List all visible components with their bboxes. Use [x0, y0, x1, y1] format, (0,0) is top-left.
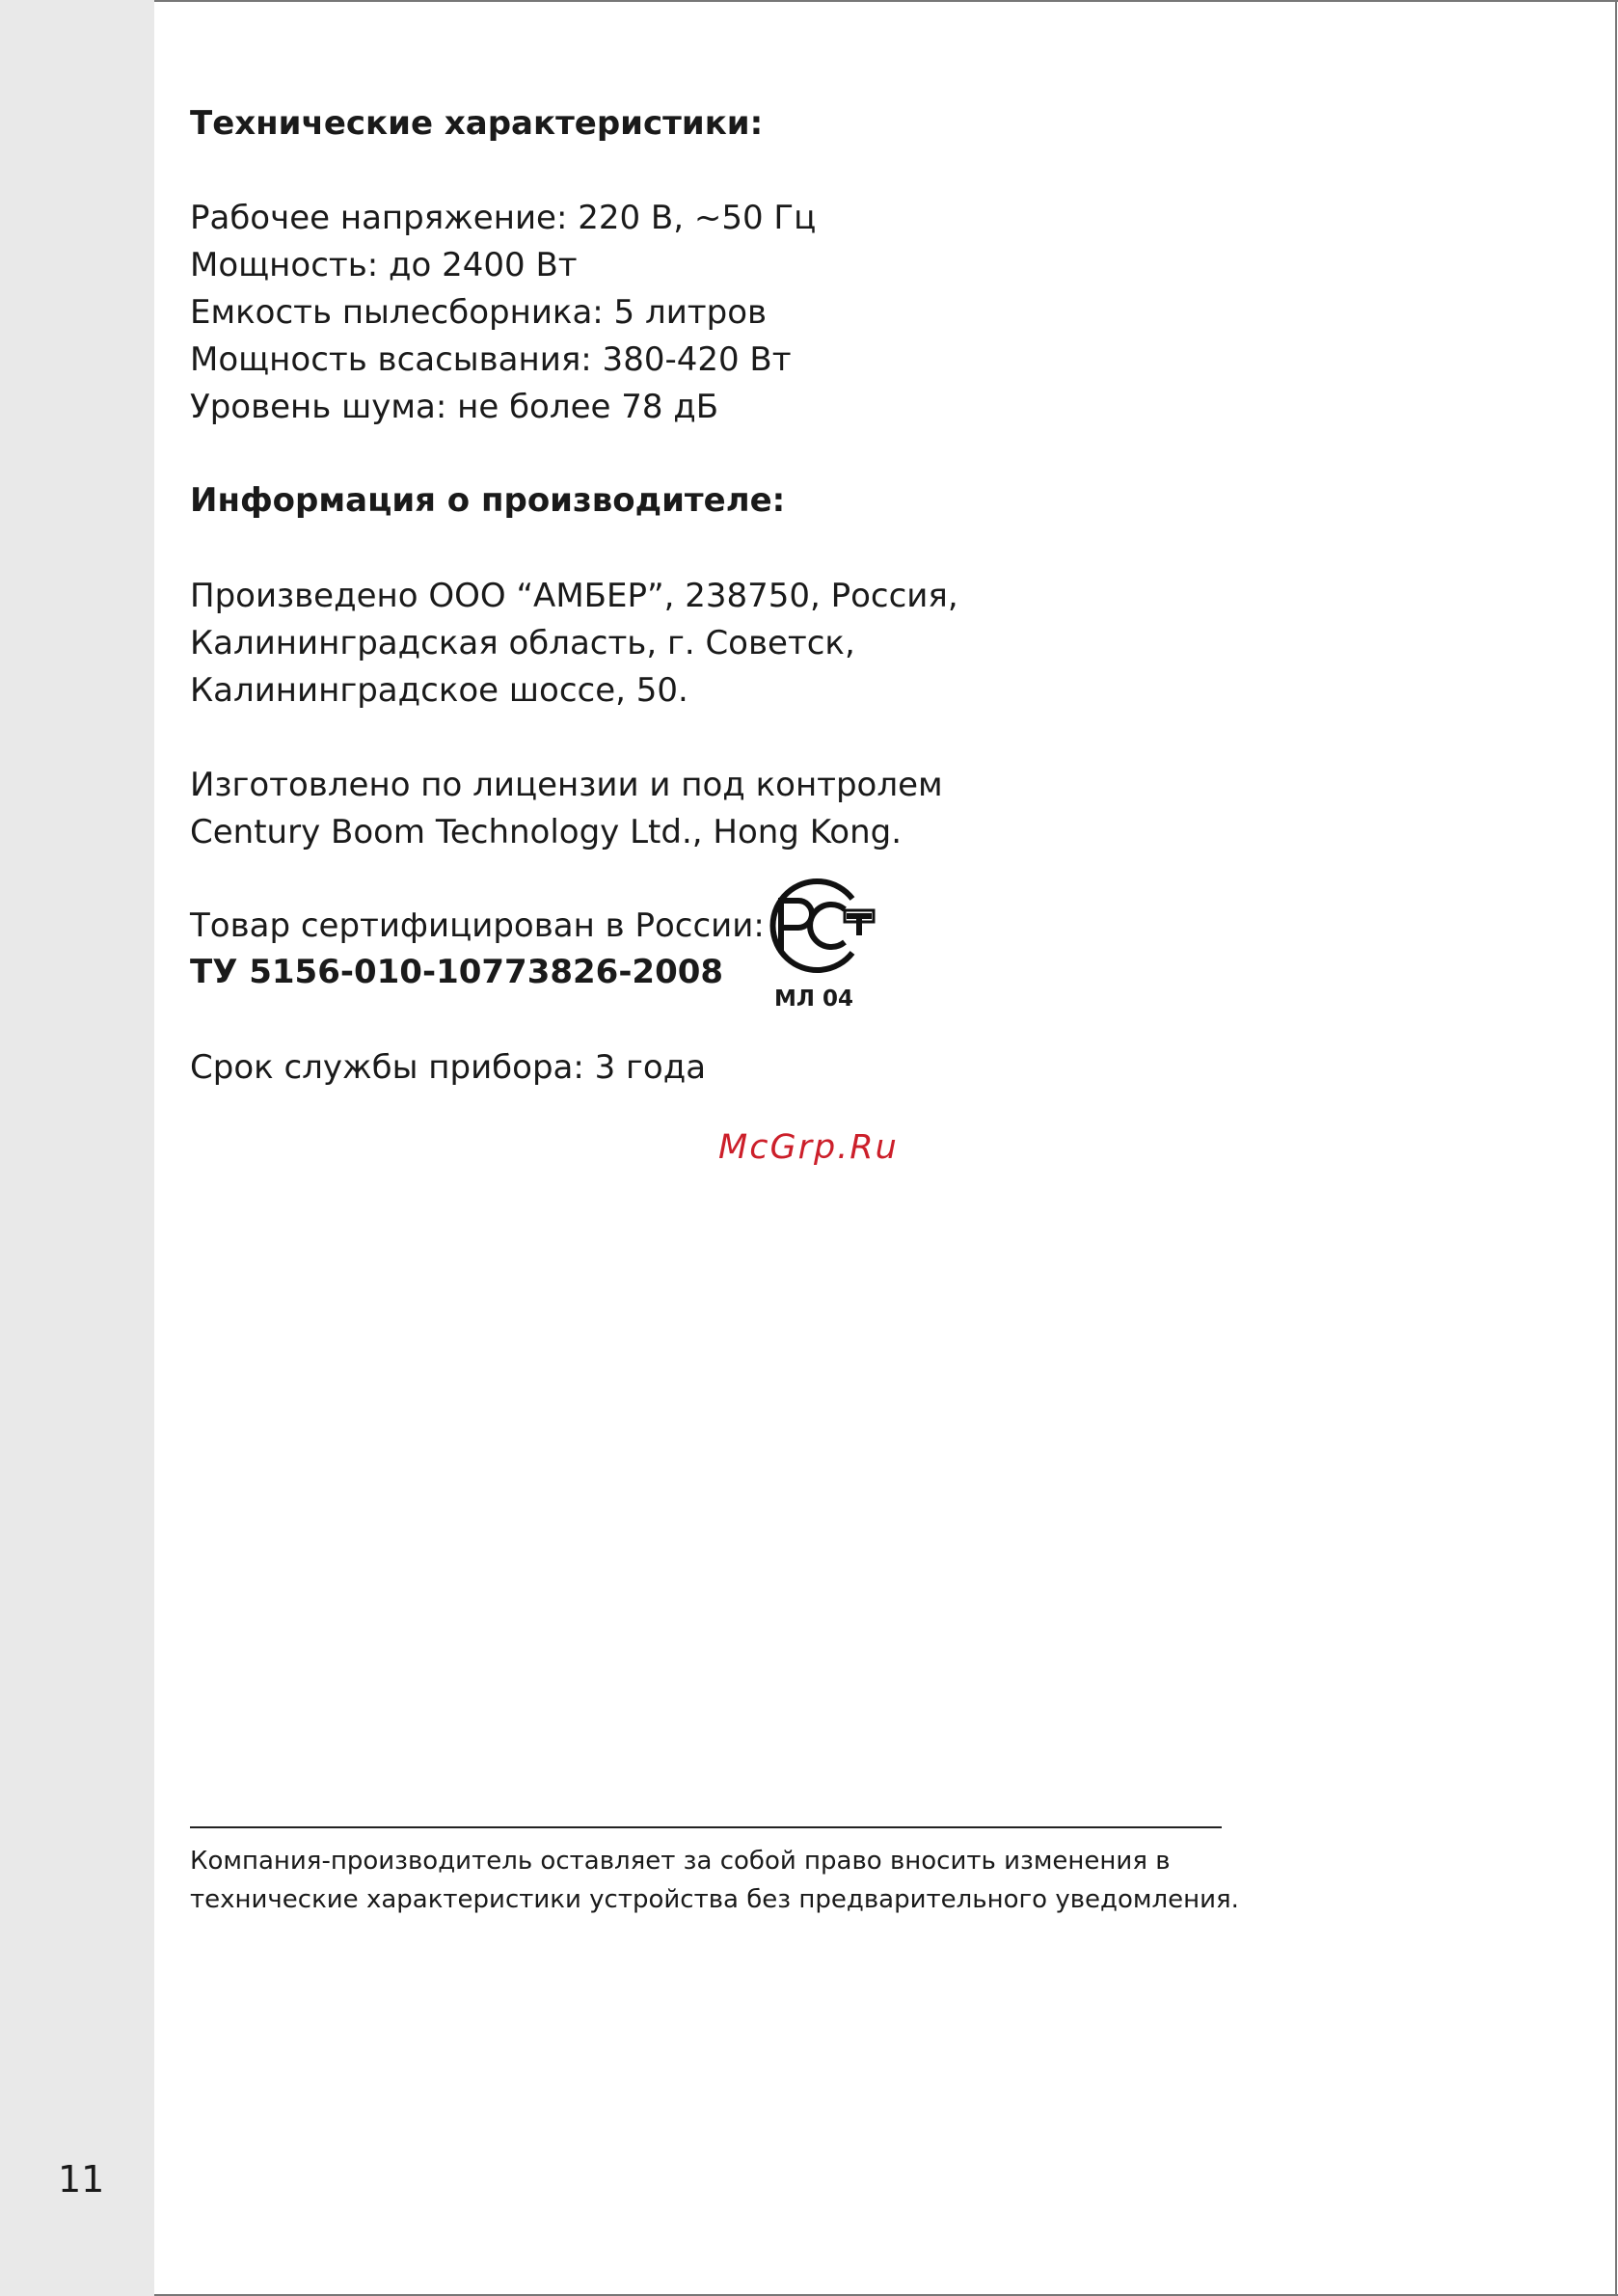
certification-code: ТУ 5156-010-10773826-2008	[190, 953, 724, 991]
license-line: Изготовлено по лицензии и под контролем	[190, 766, 943, 804]
spec-line: Мощность: до 2400 Вт	[190, 246, 578, 284]
watermark: McGrp.Ru	[718, 1128, 899, 1167]
service-life: Срок службы прибора: 3 года	[190, 1048, 707, 1087]
rst-certification-mark-icon	[752, 878, 877, 974]
certification-mark-code: МЛ 04	[774, 986, 854, 1012]
license-line: Century Boom Technology Ltd., Hong Kong.	[190, 813, 903, 851]
manufacturer-address-line: Калининградская область, г. Советск,	[190, 624, 855, 662]
manufacturer-address-line: Калининградское шоссе, 50.	[190, 671, 688, 710]
manufacturer-heading: Информация о производителе:	[190, 481, 786, 520]
left-margin-band	[0, 0, 154, 2296]
footnote-line: Компания-производитель оставляет за собой право вносить изменения в	[190, 1847, 1171, 1876]
spec-line: Емкость пылесборника: 5 литров	[190, 293, 768, 332]
spec-line: Уровень шума: не более 78 дБ	[190, 388, 719, 426]
page-border-top	[154, 0, 1618, 2]
spec-line: Мощность всасывания: 380-420 Вт	[190, 340, 792, 379]
page-border-right	[1615, 0, 1617, 2296]
footnote-divider	[190, 1826, 1222, 1828]
certification-label: Товар сертифицирован в России:	[190, 906, 765, 945]
manufacturer-address-line: Произведено ООО “АМБЕР”, 238750, Россия,	[190, 577, 958, 615]
specs-heading: Технические характеристики:	[190, 104, 764, 143]
spec-line: Рабочее напряжение: 220 В, ~50 Гц	[190, 199, 817, 237]
footnote-line: технические характеристики устройства без предварительного уведомления.	[190, 1885, 1239, 1914]
page-number: 11	[58, 2158, 105, 2201]
